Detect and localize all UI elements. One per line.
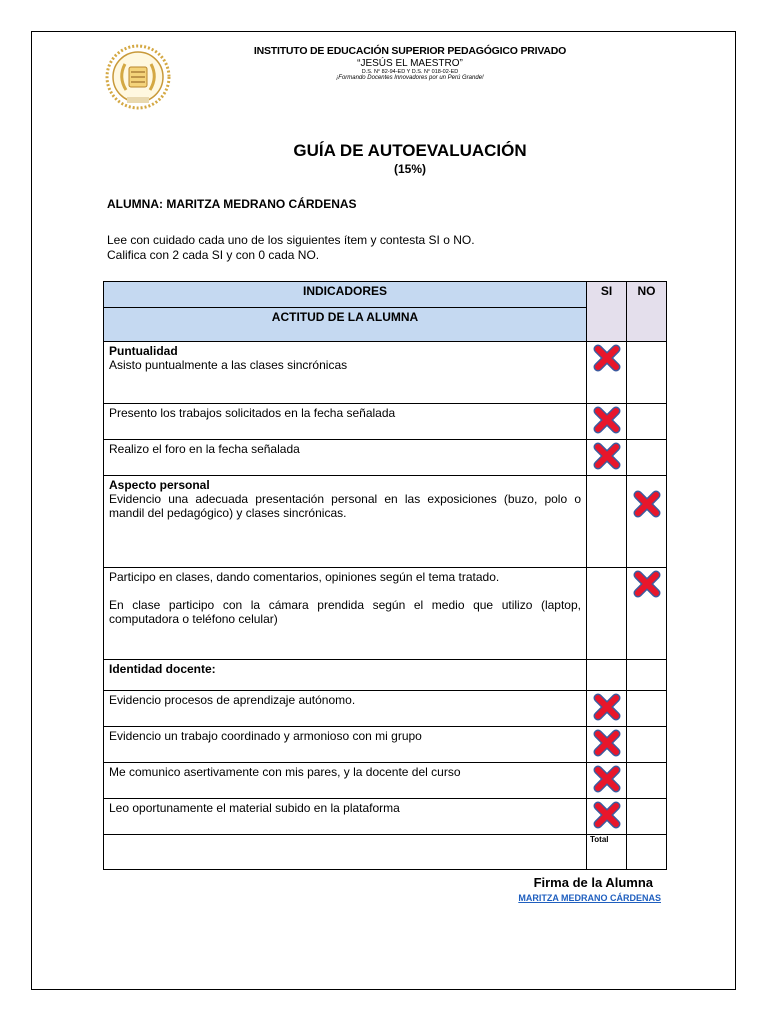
school-name: “JESÚS EL MAESTRO”	[357, 57, 463, 69]
institute-name: INSTITUTO DE EDUCACIÓN SUPERIOR PEDAGÓGICO PRIVADO	[253, 45, 567, 57]
student-name: ALUMNA: MARITZA MEDRANO CÁRDENAS	[107, 197, 357, 211]
table-row	[104, 342, 667, 404]
total-row	[104, 835, 667, 870]
si-cell[interactable]	[587, 763, 627, 799]
si-cell[interactable]	[587, 691, 627, 727]
row-heading: Aspecto personal	[109, 478, 210, 492]
decree-line: D.S. N° 82-94-ED Y D.S. N° 018-02-ED	[361, 68, 459, 75]
x-mark-icon	[593, 693, 621, 721]
si-cell[interactable]	[587, 404, 627, 440]
no-cell[interactable]	[627, 660, 667, 691]
row-text: Evidencio una adecuada presentación personal en las exposiciones (buzo, polo o mandil del pedagógico) y clases sincrónicas.	[109, 492, 581, 520]
institute-logo	[103, 42, 173, 112]
no-cell[interactable]	[627, 440, 667, 476]
row-text: Presento los trabajos solicitados en la fecha señalada	[104, 404, 587, 440]
total-label-cell	[104, 835, 587, 870]
row-text: Leo oportunamente el material subido en la plataforma	[104, 799, 587, 835]
row-text: Asisto puntualmente a las clases sincrónicas	[109, 358, 348, 372]
si-cell[interactable]	[587, 727, 627, 763]
row-text: Evidencio un trabajo coordinado y armonioso con mi grupo	[104, 727, 587, 763]
no-cell[interactable]	[627, 568, 667, 660]
si-total-cell[interactable]	[587, 835, 627, 870]
table-row	[104, 799, 667, 835]
signature-name-link[interactable]: MARITZA MEDRANO CÁRDENAS	[518, 893, 661, 903]
no-cell[interactable]	[627, 727, 667, 763]
si-header: SI	[587, 282, 627, 342]
no-cell[interactable]	[627, 342, 667, 404]
x-mark-icon	[633, 490, 661, 518]
si-cell[interactable]	[587, 568, 627, 660]
no-cell[interactable]	[627, 799, 667, 835]
total-label: Total	[590, 835, 609, 844]
row-text-2: En clase participo con la cámara prendida según el medio que utilizo (laptop, computadora o teléfono celular)	[109, 598, 581, 626]
table-row	[104, 440, 667, 476]
x-mark-icon	[593, 801, 621, 829]
no-cell[interactable]	[627, 763, 667, 799]
instruction-line-1: Lee con cuidado cada uno de los siguientes ítem y contesta SI o NO.	[107, 233, 475, 247]
document-title: GUÍA DE AUTOEVALUACIÓN	[293, 141, 527, 160]
table-row	[104, 763, 667, 799]
indicators-header: INDICADORES	[104, 282, 587, 308]
si-cell[interactable]	[587, 660, 627, 691]
signature-label: Firma de la Alumna	[533, 875, 653, 890]
row-text: Participo en clases, dando comentarios, opiniones según el tema tratado.	[109, 570, 500, 584]
row-text: Me comunico asertivamente con mis pares, y la docente del curso	[104, 763, 587, 799]
row-text: Realizo el foro en la fecha señalada	[104, 440, 587, 476]
no-total-cell[interactable]	[627, 835, 667, 870]
x-mark-icon	[593, 729, 621, 757]
table-row	[104, 691, 667, 727]
weight-percent: (15%)	[393, 162, 426, 176]
table-row	[104, 568, 667, 660]
evaluation-table	[103, 281, 667, 870]
x-mark-icon	[593, 344, 621, 372]
table-row	[104, 476, 667, 568]
no-header: NO	[627, 282, 667, 342]
instructions	[107, 233, 475, 263]
x-mark-icon	[593, 406, 621, 434]
institute-header	[200, 46, 620, 81]
table-row	[104, 660, 667, 691]
si-cell[interactable]	[587, 342, 627, 404]
si-cell[interactable]	[587, 476, 627, 568]
row-heading: Puntualidad	[109, 344, 178, 358]
si-cell[interactable]	[587, 440, 627, 476]
table-row	[104, 404, 667, 440]
x-mark-icon	[593, 442, 621, 470]
no-cell[interactable]	[627, 691, 667, 727]
no-cell[interactable]	[627, 404, 667, 440]
row-text: Evidencio procesos de aprendizaje autónomo.	[104, 691, 587, 727]
motto: ¡Formando Docentes Innovadores por un Perú Grande!	[336, 74, 484, 81]
x-mark-icon	[593, 765, 621, 793]
instruction-line-2: Califica con 2 cada SI y con 0 cada NO.	[107, 248, 320, 262]
attitude-header: ACTITUD DE LA ALUMNA	[104, 308, 587, 342]
row-heading: Identidad docente:	[109, 662, 216, 676]
si-cell[interactable]	[587, 799, 627, 835]
x-mark-icon	[633, 570, 661, 598]
no-cell[interactable]	[627, 476, 667, 568]
table-row	[104, 727, 667, 763]
